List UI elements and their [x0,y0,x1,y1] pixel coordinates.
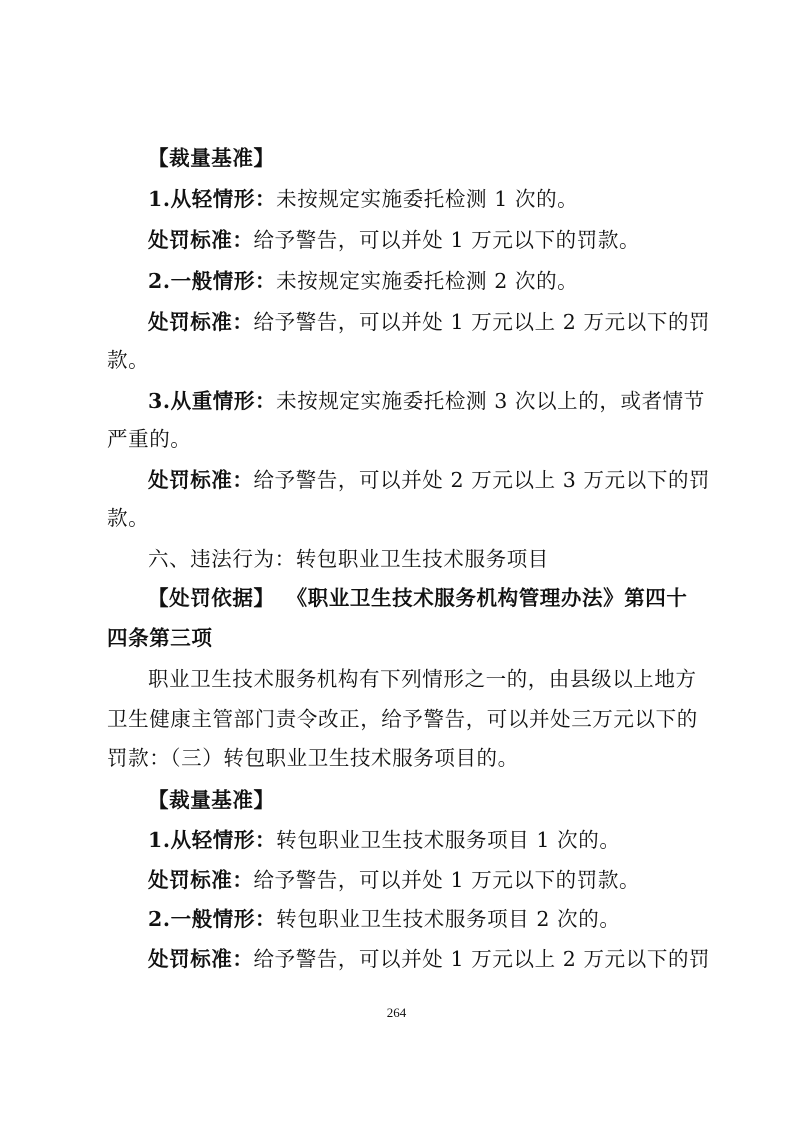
penalty-standard-label: 处罚标准： [148,868,254,892]
violation-title: 六、违法行为：转包职业卫生技术服务项目 [148,547,549,571]
penalty-standard-text: 给予警告，可以并处 1 万元以上 2 万元以下的罚 [253,947,711,971]
penalty-standard-label: 处罚标准： [148,468,254,492]
body-paragraph-line: 罚款：（三）转包职业卫生技术服务项目的。 [107,746,519,770]
penalty-standard-continuation: 款。 [107,348,150,372]
general-case-text: 未按规定实施委托检测 2 次的。 [276,269,579,293]
body-paragraph-line: 职业卫生技术服务机构有下列情形之一的，由县级以上地方 [148,667,697,691]
penalty-standard-continuation: 款。 [107,506,150,530]
penalty-standard-text: 给予警告，可以并处 2 万元以上 3 万元以下的罚 [253,468,711,492]
penalty-basis-text: 《职业卫生技术服务机构管理办法》第四十 [286,586,688,610]
lenient-case-text: 转包职业卫生技术服务项目 1 次的。 [276,828,621,852]
penalty-basis-line [148,585,688,611]
penalty-standard-label: 处罚标准： [148,228,254,252]
page-number: 264 [386,1005,407,1020]
lenient-case-label: 1.从轻情形： [148,828,277,852]
general-case-label: 2.一般情形： [148,907,277,931]
penalty-basis-label: 【处罚依据】 [148,586,275,610]
penalty-standard-label: 处罚标准： [148,947,254,971]
severe-case-text: 未按规定实施委托检测 3 次以上的，或者情节 [276,389,705,413]
severe-case-label: 3.从重情形： [148,389,277,413]
severe-case-line [148,388,705,414]
general-case-label: 2.一般情形： [148,269,277,293]
discretion-standard-heading: 【裁量基准】 [148,146,275,170]
penalty-standard-label: 处罚标准： [148,310,254,334]
lenient-case-label: 1.从轻情形： [148,187,277,211]
penalty-standard-text: 给予警告，可以并处 1 万元以上 2 万元以下的罚 [253,310,711,334]
penalty-standard-text: 给予警告，可以并处 1 万元以下的罚款。 [253,228,641,252]
penalty-standard-line [148,946,710,972]
penalty-standard-line [148,467,710,493]
severe-case-continuation: 严重的。 [107,427,192,451]
lenient-case-line [148,827,620,853]
general-case-line [148,906,620,932]
general-case-line [148,268,578,294]
lenient-case-line [148,186,578,212]
penalty-standard-line [148,309,710,335]
lenient-case-text: 未按规定实施委托检测 1 次的。 [276,187,579,211]
discretion-standard-heading: 【裁量基准】 [148,788,275,812]
penalty-standard-text: 给予警告，可以并处 1 万元以下的罚款。 [253,868,641,892]
penalty-standard-line [148,867,640,893]
general-case-text: 转包职业卫生技术服务项目 2 次的。 [276,907,621,931]
penalty-standard-line [148,227,640,253]
body-paragraph-line: 卫生健康主管部门责令改正，给予警告，可以并处三万元以下的 [107,707,698,731]
penalty-basis-continuation: 四条第三项 [107,626,213,650]
